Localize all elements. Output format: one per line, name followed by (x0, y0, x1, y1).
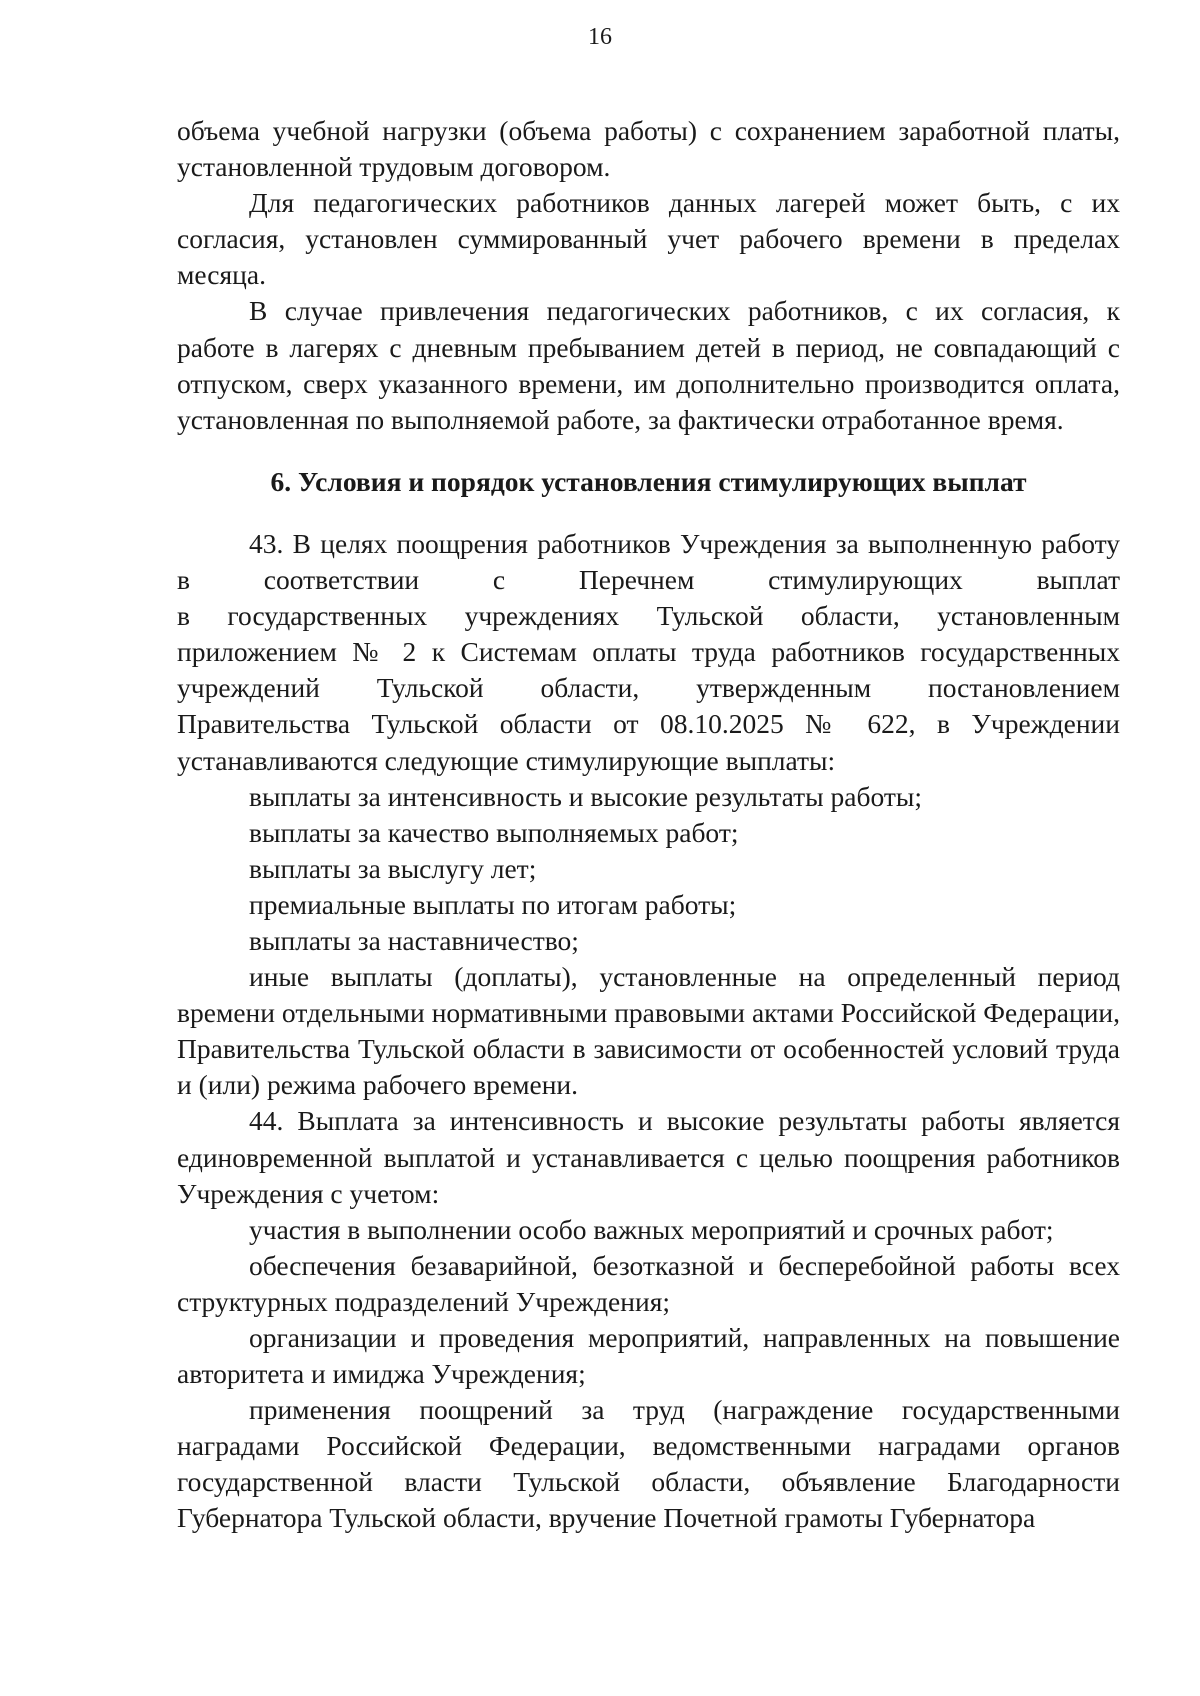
list-item-other-payments: иные выплаты (доплаты), установленные на определенный период времени отдельными нормативными правовыми актами Российской Федерации, Правительства Тульской области в зависимости от особенностей условий труда и (или) режима рабочего времени. (177, 961, 1120, 1101)
list-item: организации и проведения мероприятий, направленных на повышение авторитета и имиджа Учреждения; (177, 1322, 1120, 1390)
paragraph-continuation: объема учебной нагрузки (объема работы) с сохранением заработной платы, установленной трудовым договором. (177, 115, 1120, 183)
clause-44 (177, 1103, 1120, 1536)
clause-43-line-4: приложением № 2 к Системам оплаты труда работников государственных (177, 636, 1120, 668)
list-item: обеспечения безаварийной, безотказной и бесперебойной работы всех структурных подразделений Учреждения; (177, 1249, 1120, 1317)
list-item: применения поощрений за труд (награждение государственными наградами Российской Федерации, ведомственными наградами органов государственной власти Тульской области, объявление Благодарности Губернатора Тульской области, вручение Почетной грамоты Губернатора (177, 1394, 1120, 1534)
clause-43-line-7: устанавливаются следующие стимулирующие выплаты: (177, 744, 836, 776)
paragraph-summed-accounting: Для педагогических работников данных лагерей может быть, с их согласия, установлен суммированный учет рабочего времени в пределах месяца. (177, 187, 1120, 291)
list-item: участия в выполнении особо важных мероприятий и срочных работ; (249, 1213, 1054, 1245)
clause-43-line-3: в государственных учреждениях Тульской области, установленным (177, 600, 1120, 632)
clause-43 (177, 526, 1120, 1104)
list-item: выплаты за интенсивность и высокие результаты работы; (249, 780, 922, 812)
list-item: выплаты за наставничество; (249, 924, 579, 956)
clause-43-line-1: 43. В целях поощрения работников Учреждения за выполненную работу (249, 527, 1120, 559)
list-item: выплаты за выслугу лет; (249, 852, 537, 884)
list-item: выплаты за качество выполняемых работ; (249, 816, 739, 848)
list-item: премиальные выплаты по итогам работы; (249, 888, 737, 920)
clause-43-line-5: учреждений Тульской области, утвержденным постановлением (177, 672, 1120, 704)
clause-44-lead: 44. Выплата за интенсивность и высокие результаты работы является единовременной выплатой и устанавливается с целью поощрения работников Учреждения с учетом: (177, 1105, 1120, 1209)
section-heading: 6. Условия и порядок установления стимулирующих выплат (270, 465, 1027, 497)
page-number: 16 (588, 24, 612, 50)
clause-43-line-6: Правительства Тульской области от 08.10.2025 № 622, в Учреждении (177, 708, 1120, 740)
document-body (177, 113, 1120, 1537)
clause-43-line-2: в соответствии с Перечнем стимулирующих выплат (177, 564, 1120, 596)
paragraph-additional-payment: В случае привлечения педагогических работников, с их согласия, к работе в лагерях с дневным пребыванием детей в период, не совпадающий с отпуском, сверх указанного времени, им дополнительно производится оплата, установленная по выполняемой работе, за фактически отработанное время. (177, 295, 1120, 435)
